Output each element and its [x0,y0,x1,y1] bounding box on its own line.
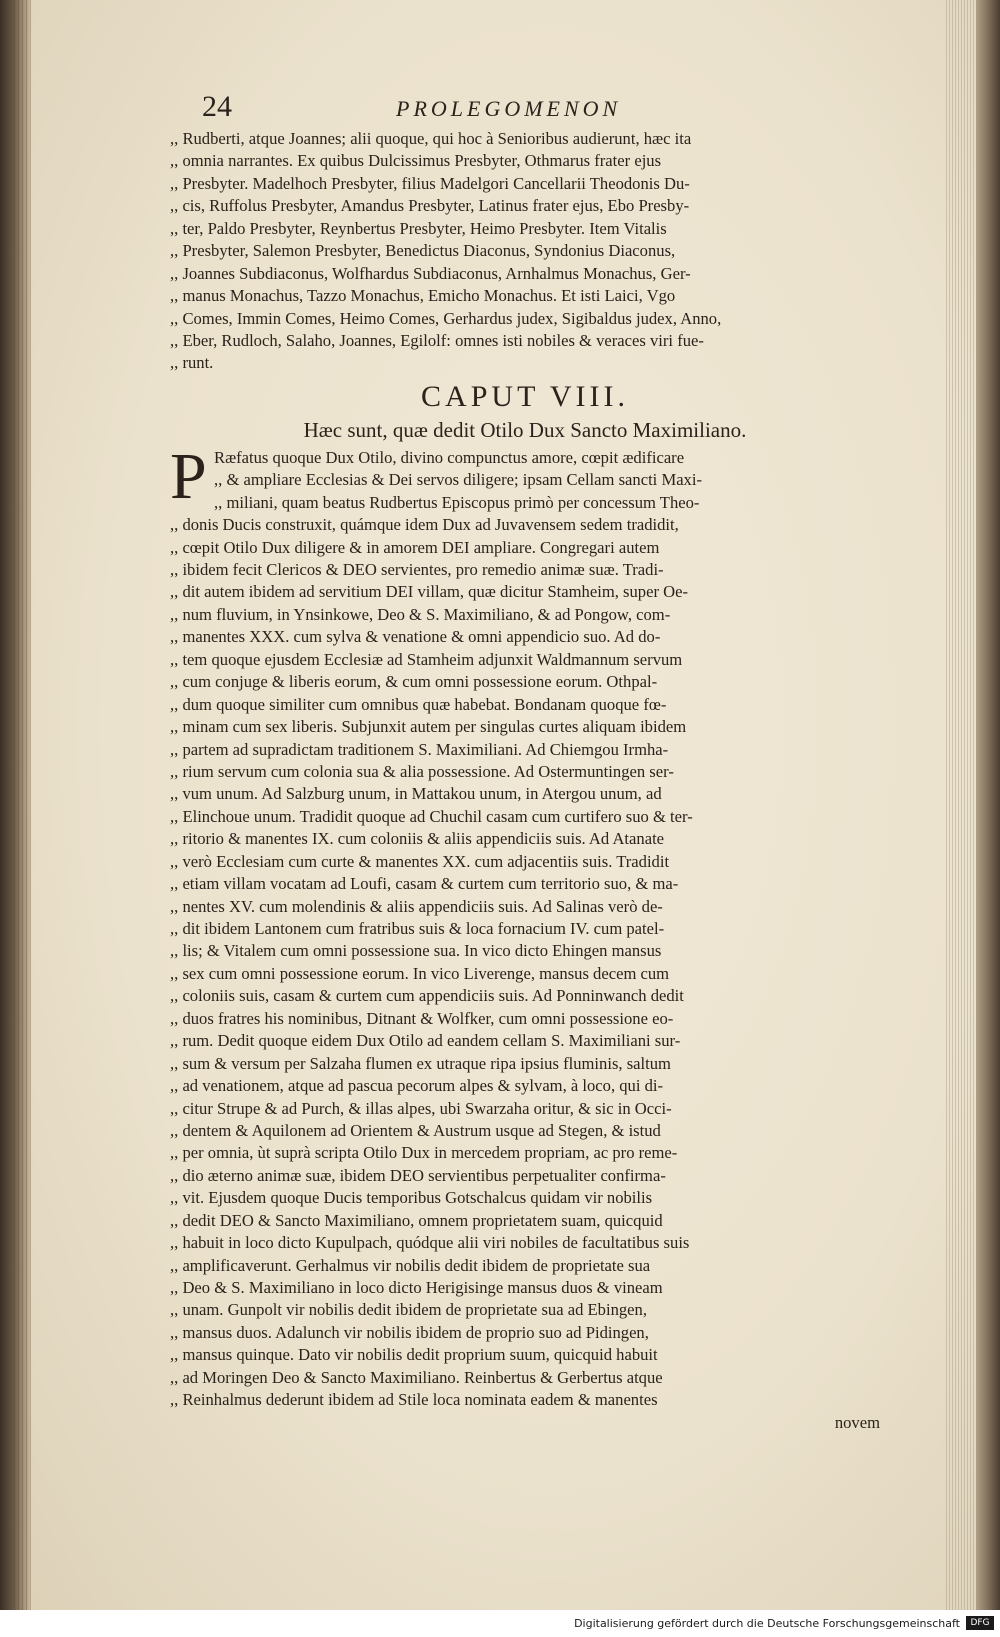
text-line: ,, Rudberti, atque Joannes; alii quoque, qui hoc à Senioribus audierunt, hæc ita [170,129,692,148]
text-line: ,, duos fratres his nominibus, Ditnant & Wolfker, cum omni possessione eo- [170,1008,674,1028]
text-line: ,, citur Strupe & ad Purch, & illas alpes, ubi Swarzaha oritur, & sic in Occi- [170,1098,672,1118]
text-line: ,, Eber, Rudloch, Salaho, Joannes, Egilolf: omnes isti nobiles & veraces viri fue- [170,330,704,350]
footer-credit: Digitalisierung gefördert durch die Deutsche Forschungsgemeinschaft [574,1617,960,1630]
text-line: ,, dentem & Aquilonem ad Orientem & Austrum usque ad Stegen, & istud [170,1120,661,1140]
text-line: ,, habuit in loco dicto Kupulpach, quódque alii viri nobiles de facultatibus suis [170,1233,690,1253]
text-line: ,, verò Ecclesiam cum curte & manentes XX. cum adjacentiis suis. Tradidit [170,851,670,871]
text-lines-top [170,128,880,375]
drop-cap: P [170,439,207,513]
text-line: ,, minam cum sex liberis. Subjunxit autem per singulas curtes aliquam ibidem [170,717,687,737]
text-line: ,, & ampliare Ecclesias & Dei servos diligere; ipsam Cellam sancti Maxi- [214,470,702,490]
text-line: ,, partem ad supradictam traditionem S. Maximiliani. Ad Chiemgou Irmha- [170,739,669,759]
text-line: ,, amplificaverunt. Gerhalmus vir nobilis dedit ibidem de proprietate sua [170,1255,651,1275]
text-line: ,, Comes, Immin Comes, Heimo Comes, Gerhardus judex, Sigibaldus judex, Anno, [170,308,722,328]
footer-bar [0,1610,1000,1637]
text-line: ,, manus Monachus, Tazzo Monachus, Emicho Monachus. Et isti Laici, Vgo [170,286,676,306]
text-line: ,, donis Ducis construxit, quámque idem Dux ad Juvavensem sedem tradidit, [170,515,679,535]
text-line: ,, ritorio & manentes IX. cum coloniis & aliis appendiciis suis. Ad Atanate [170,829,665,849]
catchword: novem [834,1412,880,1432]
text-line: ,, omnia narrantes. Ex quibus Dulcissimus Presbyter, Othmarus frater ejus [170,151,662,171]
text-line: ,, tem quoque ejusdem Ecclesiæ ad Stamheim adjunxit Waldmannum servum [170,649,683,669]
text-line: ,, nentes XV. cum molendinis & aliis appendiciis suis. Ad Salinas verò de- [170,896,663,916]
text-line: ,, vit. Ejusdem quoque Ducis temporibus Gotschalcus quidam vir nobilis [170,1188,653,1208]
text-line: ,, mansus quinque. Dato vir nobilis dedit proprium suum, quicquid habuit [170,1345,658,1365]
text-line: ,, etiam villam vocatam ad Loufi, casam & curtem cum territorio suo, & ma- [170,874,679,894]
text-line: Ræfatus quoque Dux Otilo, divino compunctus amore, cœpit ædificare [214,447,685,467]
text-lines-body [170,514,880,1412]
text-line: ,, dedit DEO & Sancto Maximiliano, omnem proprietatem suam, quicquid [170,1210,663,1230]
text-line: ,, vum unum. Ad Salzburg unum, in Mattakou unum, in Atergou unum, ad [170,784,662,804]
text-line: ,, rum. Dedit quoque eidem Dux Otilo ad eandem cellam S. Maximiliani sur- [170,1031,681,1051]
chapter-opening [170,439,880,514]
text-line: ,, manentes XXX. cum sylva & venatione & omni appendicio suo. Ad do- [170,627,661,647]
running-head: PROLEGOMENON [396,96,622,121]
text-line: ,, runt. [170,353,214,373]
text-line: ,, ibidem fecit Clericos & DEO servientes, pro remedio animæ suæ. Tradi- [170,560,664,579]
text-line: ,, cœpit Otilo Dux diligere & in amorem DEI ampliare. Congregari autem [170,537,660,557]
text-line: ,, mansus duos. Adalunch vir nobilis ibidem de proprio suo ad Pidingen, [170,1322,649,1342]
text-line: ,, sex cum omni possessione eorum. In vico Liverenge, mansus decem cum [170,963,670,983]
text-line: ,, miliani, quam beatus Rudbertus Episcopus primò per concessum Theo- [214,492,700,512]
text-line: ,, Joannes Subdiaconus, Wolfhardus Subdiaconus, Arnhalmus Monachus, Ger- [170,263,691,283]
text-line: ,, Reinhalmus dederunt ibidem ad Stile loca nominata eadem & manentes [170,1390,658,1410]
text-line: ,, num fluvium, in Ynsinkowe, Deo & S. Maximiliano, & ad Pongow, com- [170,604,671,624]
chapter-title: CAPUT VIII. [421,379,629,413]
page-number: 24 [202,90,232,123]
dfg-logo-icon: DFG [966,1616,994,1630]
text-line: ,, rium servum cum colonia sua & alia possessione. Ad Ostermuntingen ser- [170,761,674,781]
text-block [170,86,880,1434]
text-line: ,, ter, Paldo Presbyter, Reynbertus Presbyter, Heimo Presbyter. Item Vitalis [170,218,667,238]
page-header [170,86,880,128]
text-line: ,, ad Moringen Deo & Sancto Maximiliano. Reinbertus & Gerbertus atque [170,1367,663,1387]
text-line: ,, unam. Gunpolt vir nobilis dedit ibidem de proprietate sua ad Ebingen, [170,1300,647,1320]
chapter-subtitle: Hæc sunt, quæ dedit Otilo Dux Sancto Maximiliano. [303,417,747,442]
text-line: ,, dit ibidem Lantonem cum fratribus suis & loca fornacium IV. cum patel- [170,919,665,938]
text-line: ,, Deo & S. Maximiliano in loco dicto Herigisinge mansus duos & vineam [170,1278,663,1297]
text-line: ,, Elinchoue unum. Tradidit quoque ad Chuchil casam cum curtifero suo & ter- [170,806,693,826]
text-line: ,, per omnia, ùt suprà scripta Otilo Dux in mercedem propriam, ac pro reme- [170,1143,678,1163]
text-line: ,, sum & versum per Salzaha flumen ex utraque ripa ipsius fluminis, saltum [170,1053,671,1073]
text-line: ,, Presbyter, Salemon Presbyter, Benedictus Diaconus, Syndonius Diaconus, [170,241,676,261]
text-line: ,, dum quoque similiter cum omnibus quæ habebat. Bondanam quoque fœ- [170,694,667,714]
text-line: ,, dio æterno animæ suæ, ibidem DEO servientibus perpetualiter confirma- [170,1165,666,1185]
text-line: ,, ad venationem, atque ad pascua pecorum alpes & sylvam, à loco, qui di- [170,1076,664,1096]
text-line: ,, cis, Ruffolus Presbyter, Amandus Presbyter, Latinus frater ejus, Ebo Presby- [170,196,690,216]
text-line: ,, lis; & Vitalem cum omni possessione sua. In vico dicto Ehingen mansus [170,941,662,961]
page-fore-edge [946,0,976,1610]
text-line: ,, coloniis suis, casam & curtem cum appendiciis suis. Ad Ponninwanch dedit [170,986,684,1006]
text-line: ,, Presbyter. Madelhoch Presbyter, filius Madelgori Cancellarii Theodonis Du- [170,173,690,193]
text-line: ,, cum conjuge & liberis eorum, & cum omni possessione eorum. Othpal- [170,672,658,692]
text-line: ,, dit autem ibidem ad servitium DEI villam, quæ dicitur Stamheim, super Oe- [170,582,688,602]
